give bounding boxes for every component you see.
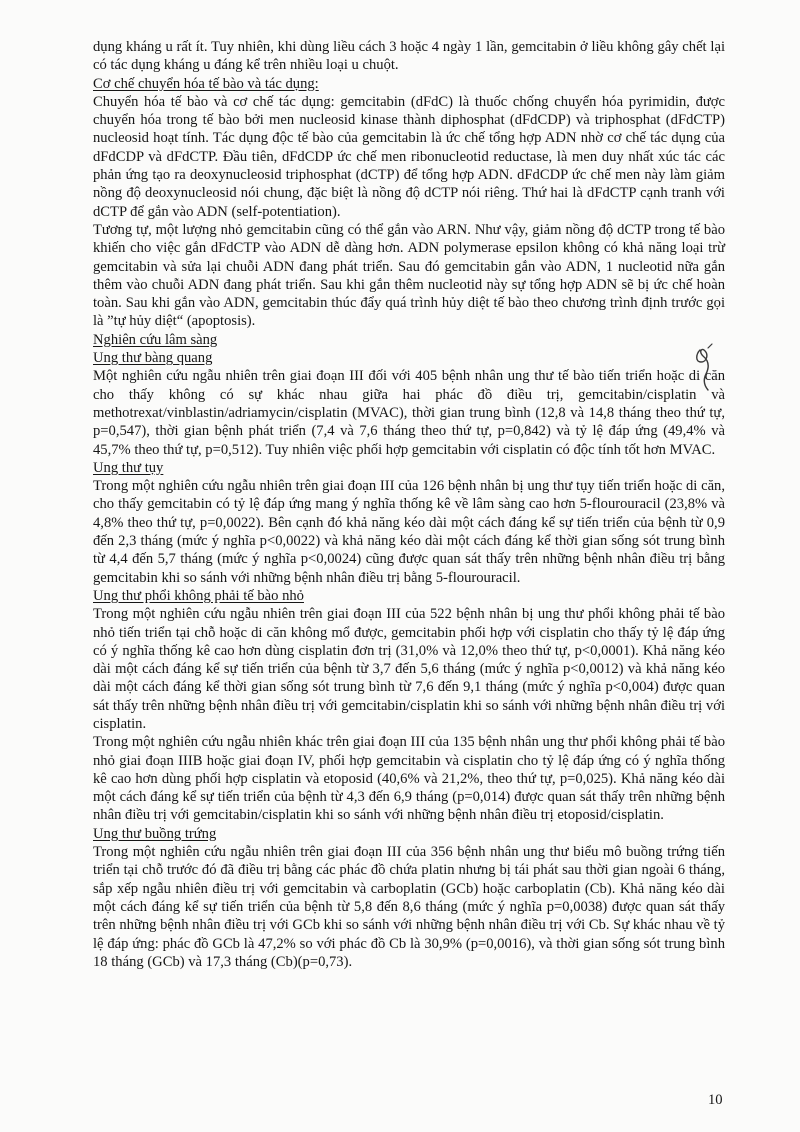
intro-paragraph: dụng kháng u rất ít. Tuy nhiên, khi dùng liều cách 3 hoặc 4 ngày 1 lần, gemcitabin ở liều không gây chết lại có tác dụng kháng u đáng kể trên nhiều loại u chuột. [93, 39, 725, 74]
ovarian-cancer-heading: Ung thư buồng trứng [93, 825, 217, 842]
pancreatic-cancer-heading: Ung thư tụy [93, 459, 164, 476]
clinical-studies-heading: Nghiên cứu lâm sàng [93, 331, 218, 348]
bladder-cancer-heading: Ung thư bàng quang [93, 350, 213, 367]
lung-cancer-paragraph-2: Trong một nghiên cứu ngẫu nhiên khác trên giai đoạn III của 135 bệnh nhân ung thư phổi không phải tế bào nhỏ giai đoạn IIIB hoặc giai đoạn IV, phối hợp gemcitabin và cisplatin cho tỷ lệ đáp ứng có ý nghĩa thống kê cao hơn dùng phối hợp cisplatin và etoposid (40,6% và 21,2%, theo thứ tự, p=0,025). Khả năng kéo dài một cách đáng kể sự tiến triển của bệnh từ 4,3 đến 6,9 tháng (p=0,014) được quan sát thấy trên những bệnh nhân điều trị với gemcitabin/cisplatin khi so sánh với những bệnh nhân điều trị etoposid/cisplatin. [93, 734, 725, 824]
ovarian-cancer-paragraph: Trong một nghiên cứu ngẫu nhiên trên giai đoạn III của 356 bệnh nhân ung thư biểu mô buồng trứng tiến triển tại chỗ trước đó đã điều trị bằng các phác đồ chứa platin nhưng bị tái phát sau thời gian ngoài 6 tháng, sắp xếp ngẫu nhiên điều trị với gemcitabin và carboplatin (GCb) hoặc carboplatin (Cb). Khả năng kéo dài một cách đáng kể sự tiến triển của bệnh từ 5,8 đến 8,6 tháng (mức ý nghĩa p=0,0038) được quan sát thấy trên những bệnh nhân điều trị với GCb khi so sánh với những bệnh nhân điều trị với Cb. Sự khác nhau về tỷ lệ đáp ứng: phác đồ GCb là 47,2% so với phác đồ Cb là 30,9% (p=0,0016), và thời gian sống sót trung bình 18 tháng (GCb) và 17,3 tháng (Cb)(p=0,73). [93, 844, 725, 970]
lung-cancer-paragraph-1: Trong một nghiên cứu ngẫu nhiên trên giai đoạn III của 522 bệnh nhân bị ung thư phổi không phải tế bào nhỏ tiến triển tại chỗ hoặc di căn không mổ được, gemcitabin phối hợp với cisplatin cho thấy tỷ lệ đáp ứng có ý nghĩa thống kê cao hơn dùng cisplatin đơn trị (31,0% và 12,0% theo thứ tự, p<0,0001). Khả năng kéo dài một cách đáng kể sự tiến triển của bệnh từ 3,7 đến 5,6 tháng (mức ý nghĩa p<0,0012) và khả năng kéo dài một cách đáng kể thời gian sống sót trung bình từ 7,6 đến 9,1 tháng (mức ý nghĩa p<0,004) được quan sát thấy trên những bệnh nhân điều trị với gemcitabin/cisplatin khi so sánh với những bệnh nhân điều trị với cisplatin. [93, 606, 725, 732]
page-number: 10 [708, 1092, 723, 1108]
handwritten-initials-mark [686, 340, 720, 392]
pancreatic-cancer-paragraph: Trong một nghiên cứu ngẫu nhiên trên giai đoạn III của 126 bệnh nhân bị ung thư tụy tiến triển hoặc di căn, cho thấy gemcitabin có tỷ lệ đáp ứng mang ý nghĩa thống kê về lâm sàng cao hơn 5-flourouracil (23,8% và 4,8% theo thứ tự, p=0,0022). Bên cạnh đó khả năng kéo dài một cách đáng kể sự tiến triển của bệnh từ 0,9 đến 2,3 tháng (mức ý nghĩa p<0,0022) và khả năng kéo dài một cách đáng kể thời gian sống sót trung bình từ 4,4 đến 5,7 tháng (mức ý nghĩa p<0,0024) cũng được quan sát thấy trên những bệnh nhân điều trị bằng gemcitabin khi so sánh với những bệnh nhân điều trị bằng 5-flourouracil. [93, 478, 725, 586]
mechanism-paragraph-1: Chuyển hóa tế bào và cơ chế tác dụng: gemcitabin (dFdC) là thuốc chống chuyển hóa pyrimidin, được chuyển hóa trong tế bào bởi men nucleosid kinase thành diphosphat (dFdCDP) và triphosphat (dFdCTP) nucleosid hoạt tính. Tác dụng độc tế bào của gemcitabin là ức chế tổng hợp ADN nhờ cơ chế tác dụng của dFdCDP và dFdCTP. Đầu tiên, dFdCDP ức chế men ribonucleotid reductase, là men duy nhất xúc tác các phản ứng tạo ra deoxynucleosid triphosphat (dCTP) để tổng hợp ADN. dFdCDP ức chế men này làm giảm nồng độ deoxynucleosid nói chung, đặc biệt là nồng độ dCTP nói riêng. Thứ hai là dFdCTP cạnh tranh với dCTP để gắn vào ADN (self-potentiation). [93, 93, 725, 220]
mechanism-paragraph-2: Tương tự, một lượng nhỏ gemcitabin cũng có thể gắn vào ARN. Như vậy, giảm nồng độ dCTP trong tế bào khiến cho việc gắn dFdCTP vào ADN dễ dàng hơn. ADN polymerase epsilon không có khả năng loại trừ gemcitabin và sửa lại chuỗi ADN đang phát triển. Sau đó gemcitabin gắn vào ADN, 1 nucleotid nữa gắn thêm vào chuỗi ADN đang phát triển. Sau khi gắn thêm nucleotid này sự tổng hợp ADN sẽ bị ức chế hoàn toàn. Sau khi gắn vào ADN, gemcitabin thúc đẩy quá trình hủy diệt tế bào theo chương trình định trước gọi là ”tự hủy diệt“ (apoptosis). [93, 221, 725, 330]
lung-cancer-heading: Ung thư phổi không phải tế bào nhỏ [93, 587, 304, 604]
bladder-cancer-paragraph: Một nghiên cứu ngẫu nhiên trên giai đoạn III đối với 405 bệnh nhân ung thư tế bào tiến triển hoặc di căn cho thấy không có sự khác nhau giữa hai phác đồ điều trị, gemcitabin/cisplatin và methotrexat/vinblastin/adriamycin/cisplatin (MVAC), thời gian trung bình (12,8 và 14,8 tháng theo thứ tự, p=0,547), thời gian bệnh phát triển (7,4 và 7,6 tháng theo thứ tự, p=0,842) và tỷ lệ đáp ứng (49,4% và 45,7% theo thứ tự, p=0,512). Tuy nhiên việc phối hợp gemcitabin với cisplatin có độc tính tốt hơn MVAC. [93, 368, 725, 458]
mechanism-heading: Cơ chế chuyển hóa tế bào và tác dụng: [93, 75, 319, 92]
document-page [93, 38, 725, 971]
